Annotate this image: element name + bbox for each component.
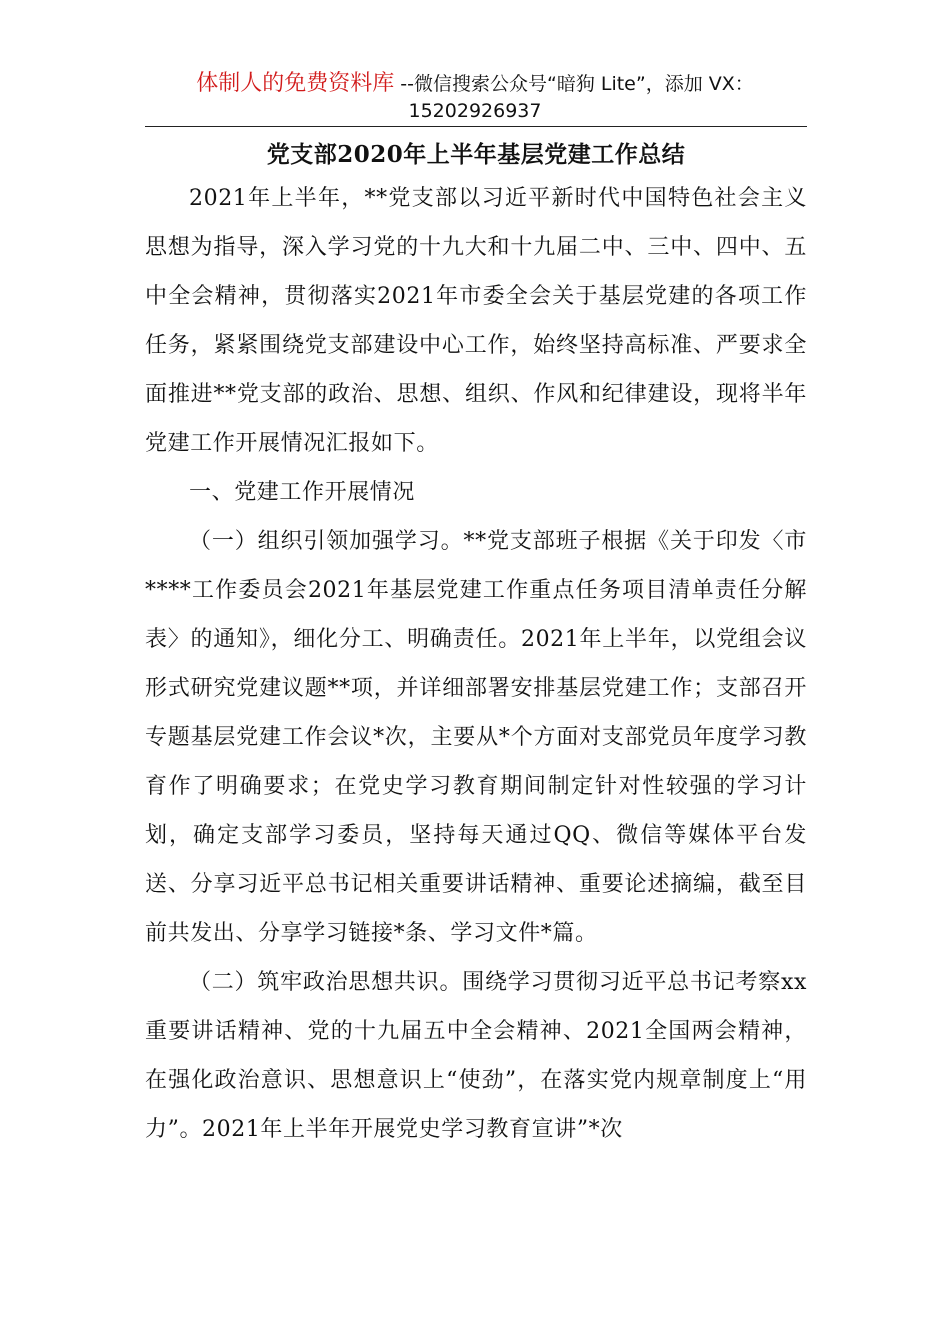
paragraph-section-2: （二）筑牢政治思想共识。围绕学习贯彻习近平总书记考察xx重要讲话精神、党的十九届五中全会精神、2021全国两会精神，在强化政治意识、思想意识上“使劲”，在落实党内规章制度上“用力”。2021年上半年开展党史学习教育宣讲”*次: [145, 970, 807, 1142]
watermark-header: [145, 70, 805, 125]
header-divider: [145, 126, 807, 127]
section-heading: 一、党建工作开展情况: [189, 480, 416, 505]
header-promo: --微信搜索公众号“暗狗 Lite”，添加 VX：15202926937: [394, 73, 754, 122]
paragraph-intro: 2021年上半年，**党支部以习近平新时代中国特色社会主义思想为指导，深入学习党的十九大和十九届二中、三中、四中、五中全会精神，贯彻落实2021年市委全会关于基层党建的各项工作任务，紧紧围绕党支部建设中心工作，始终坚持高标准、严要求全面推进**党支部的政治、思想、组织、作风和纪律建设，现将半年党建工作开展情况汇报如下。: [145, 186, 807, 456]
document-body: [145, 174, 807, 1154]
document-title: 党支部2020年上半年基层党建工作总结: [266, 141, 686, 168]
header-brand: 体制人的免费资料库: [196, 71, 395, 96]
paragraph-section-1: （一）组织引领加强学习。**党支部班子根据《关于印发〈市****工作委员会2021年基层党建工作重点任务项目清单责任分解表〉的通知》，细化分工、明确责任。2021年上半年，以党组会议形式研究党建议题**项，并详细部署安排基层党建工作；支部召开专题基层党建工作会议*次，主要从*个方面对支部党员年度学习教育作了明确要求；在党史学习教育期间制定针对性较强的学习计划，确定支部学习委员，坚持每天通过QQ、微信等媒体平台发送、分享习近平总书记相关重要讲话精神、重要论述摘编，截至目前共发出、分享学习链接*条、学习文件*篇。: [145, 529, 807, 946]
